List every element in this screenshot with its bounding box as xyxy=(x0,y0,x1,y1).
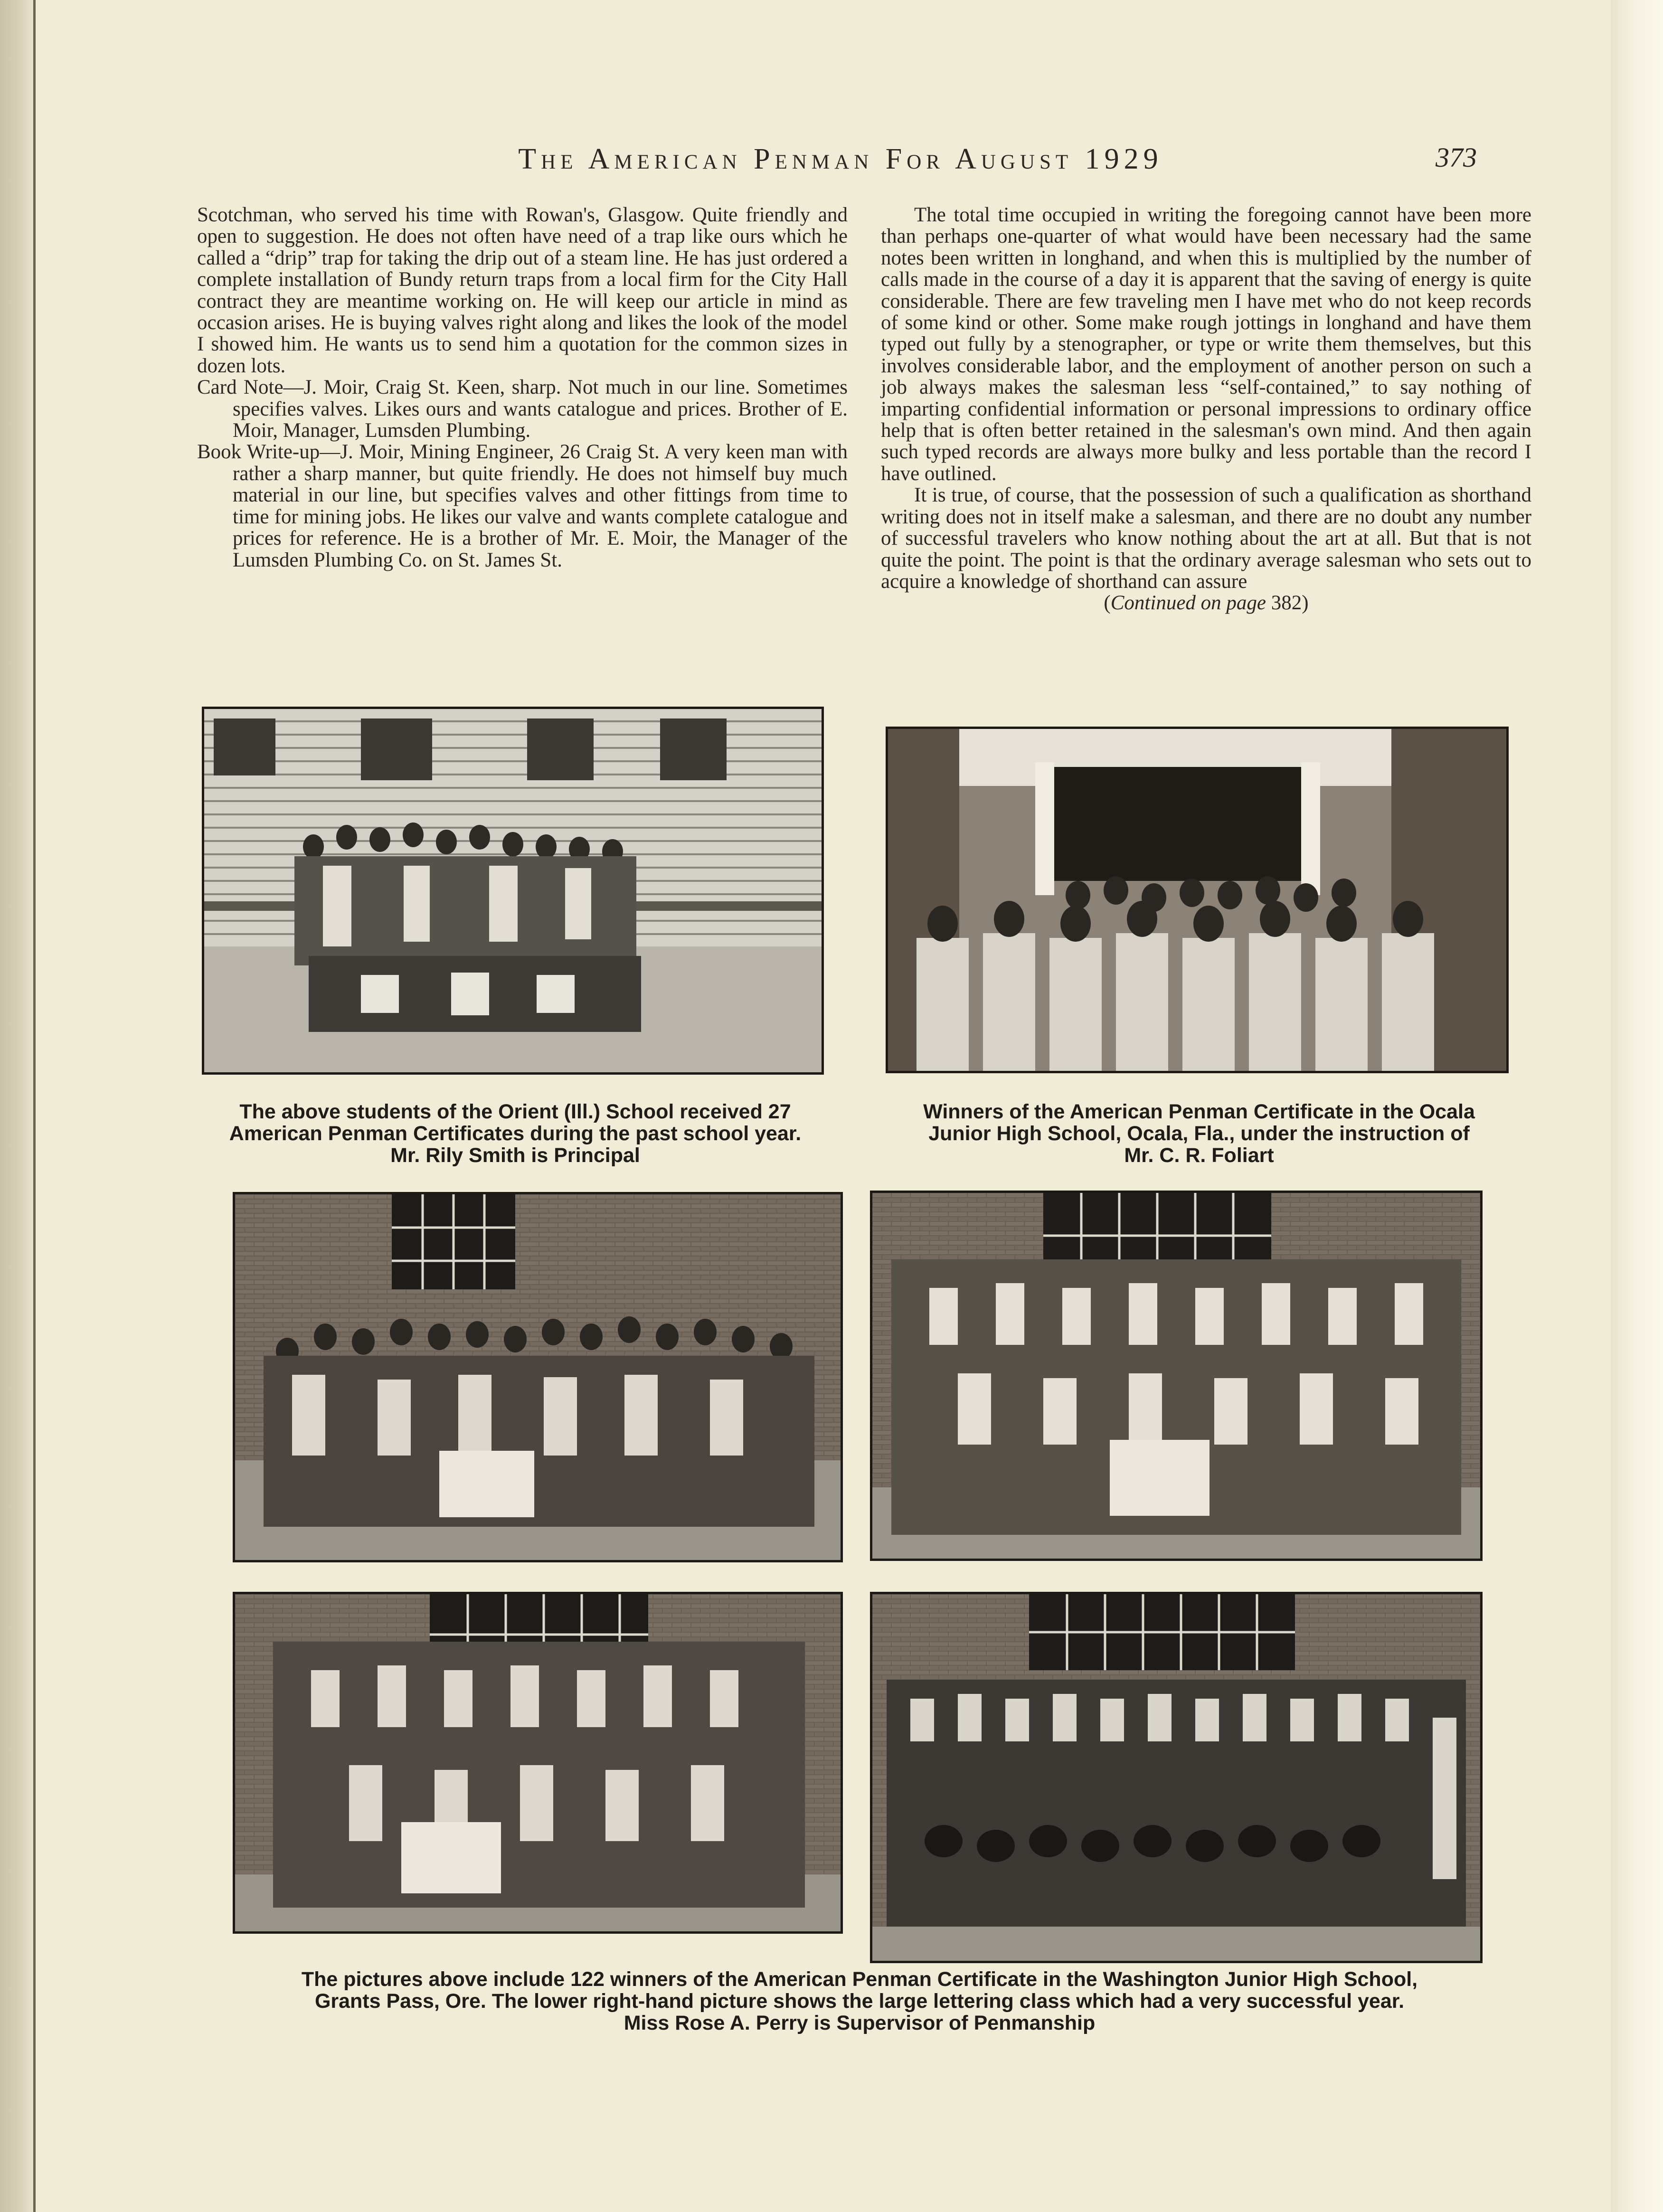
caption-washington-line-3: Miss Rose A. Perry is Supervisor of Penmanship xyxy=(624,2012,1096,2034)
caption-washington-junior-high xyxy=(209,1968,1510,2034)
page-edge xyxy=(1611,0,1663,2212)
continued-note xyxy=(881,592,1531,614)
photo-orient-school xyxy=(202,707,824,1075)
continued-page: 382) xyxy=(1266,592,1309,614)
photo-ocala-junior-high-image xyxy=(888,729,1506,1071)
photo-washington-lettering-class xyxy=(870,1592,1483,1963)
caption-ocala-line-2: Junior High School, Ocala, Fla., under the instruction of xyxy=(928,1122,1470,1145)
photo-washington-lower-left-image xyxy=(235,1594,841,1931)
caption-orient-line-3: Mr. Rily Smith is Principal xyxy=(390,1144,640,1167)
caption-orient-line-1: The above students of the Orient (Ill.) School received 27 xyxy=(239,1100,791,1123)
continued-open: ( xyxy=(1104,592,1111,614)
caption-ocala-line-3: Mr. C. R. Foliart xyxy=(1124,1144,1274,1167)
photo-washington-upper-right-image xyxy=(872,1193,1480,1559)
binding-gutter xyxy=(0,0,36,2212)
right-column xyxy=(881,204,1531,614)
photo-washington-lettering-class-image xyxy=(872,1594,1480,1961)
intro-paragraph: Scotchman, who served his time with Rowan's, Glasgow. Quite friendly and open to suggestion. He does not often have need of a trap like ours which he called a “drip” trap for taking the drip out of a steam line. He has just ordered a complete installation of Bundy return traps from a local firm for the City Hall contract they are meantime working on. He will keep our article in mind as occasion arises. He is buying valves right along and likes the look of the model I showed him. He wants us to send him a quotation for the common sizes in dozen lots. xyxy=(197,204,848,377)
card-note-paragraph: Card Note—J. Moir, Craig St. Keen, sharp. Not much in our line. Sometimes specifies valves. Likes ours and wants catalogue and prices. Brother of E. Moir, Manager, Lumsden Plumbing. xyxy=(197,376,848,442)
photo-orient-school-image xyxy=(204,709,822,1072)
caption-washington-line-1: The pictures above include 122 winners of the American Penman Certificate in the Washington Junior High School, xyxy=(301,1968,1418,1991)
running-head: The American Penman For August 1929 xyxy=(518,143,1163,175)
caption-washington-line-2: Grants Pass, Ore. The lower right-hand picture shows the large lettering class which had a very successful year. xyxy=(314,1990,1405,2013)
photo-washington-upper-left-image xyxy=(235,1194,841,1560)
photo-washington-upper-left xyxy=(233,1192,843,1562)
page-number: 373 xyxy=(1436,142,1477,173)
caption-orient-line-2: American Penman Certificates during the past school year. xyxy=(229,1122,802,1145)
photo-ocala-junior-high xyxy=(886,727,1509,1073)
continued-text: Continued on page xyxy=(1110,592,1266,614)
photo-washington-lower-left xyxy=(233,1592,843,1934)
article-paragraph-1: The total time occupied in writing the foregoing cannot have been more than perhaps one-quarter of what would have been necessary had the same notes been written in longhand, and when this is multiplied by the number of calls made in the course of a day it is apparent that the saving of energy is quite considerable. There are few traveling men I have met who do not keep records of some kind or other. Some make rough jottings in longhand and have them typed out fully by a stenographer, or type or write them themselves, but this involves considerable labor, and the employment of another person on such a job always makes the salesman less “self-contained,” to say nothing of imparting confidential information or personal impressions to ordinary office help that is often better retained in the salesman's own mind. And then again such typed records are always more bulky and less portable than the record I have outlined. xyxy=(881,204,1531,485)
page-header xyxy=(142,138,1567,190)
caption-ocala-junior-high xyxy=(874,1101,1524,1166)
article-paragraph-2: It is true, of course, that the possession of such a qualification as shorthand writing does not in itself make a salesman, and there are no doubt any number of successful travelers who know nothing about the art at all. But that is not quite the point. The point is that the ordinary average salesman who sets out to acquire a knowledge of shorthand can assure xyxy=(881,484,1531,593)
photo-washington-upper-right xyxy=(870,1191,1483,1561)
book-writeup-paragraph: Book Write-up—J. Moir, Mining Engineer, 26 Craig St. A very keen man with rather a sharp manner, but quite friendly. He does not himself buy much material in our line, but specifies valves and other fittings from time to time for mining jobs. He likes our valve and wants complete catalogue and prices for reference. He is a brother of Mr. E. Moir, the Manager of the Lumsden Plumbing Co. on St. James St. xyxy=(197,441,848,571)
caption-ocala-line-1: Winners of the American Penman Certificate in the Ocala xyxy=(923,1100,1475,1123)
left-column xyxy=(197,204,848,571)
caption-orient-school xyxy=(190,1101,841,1166)
